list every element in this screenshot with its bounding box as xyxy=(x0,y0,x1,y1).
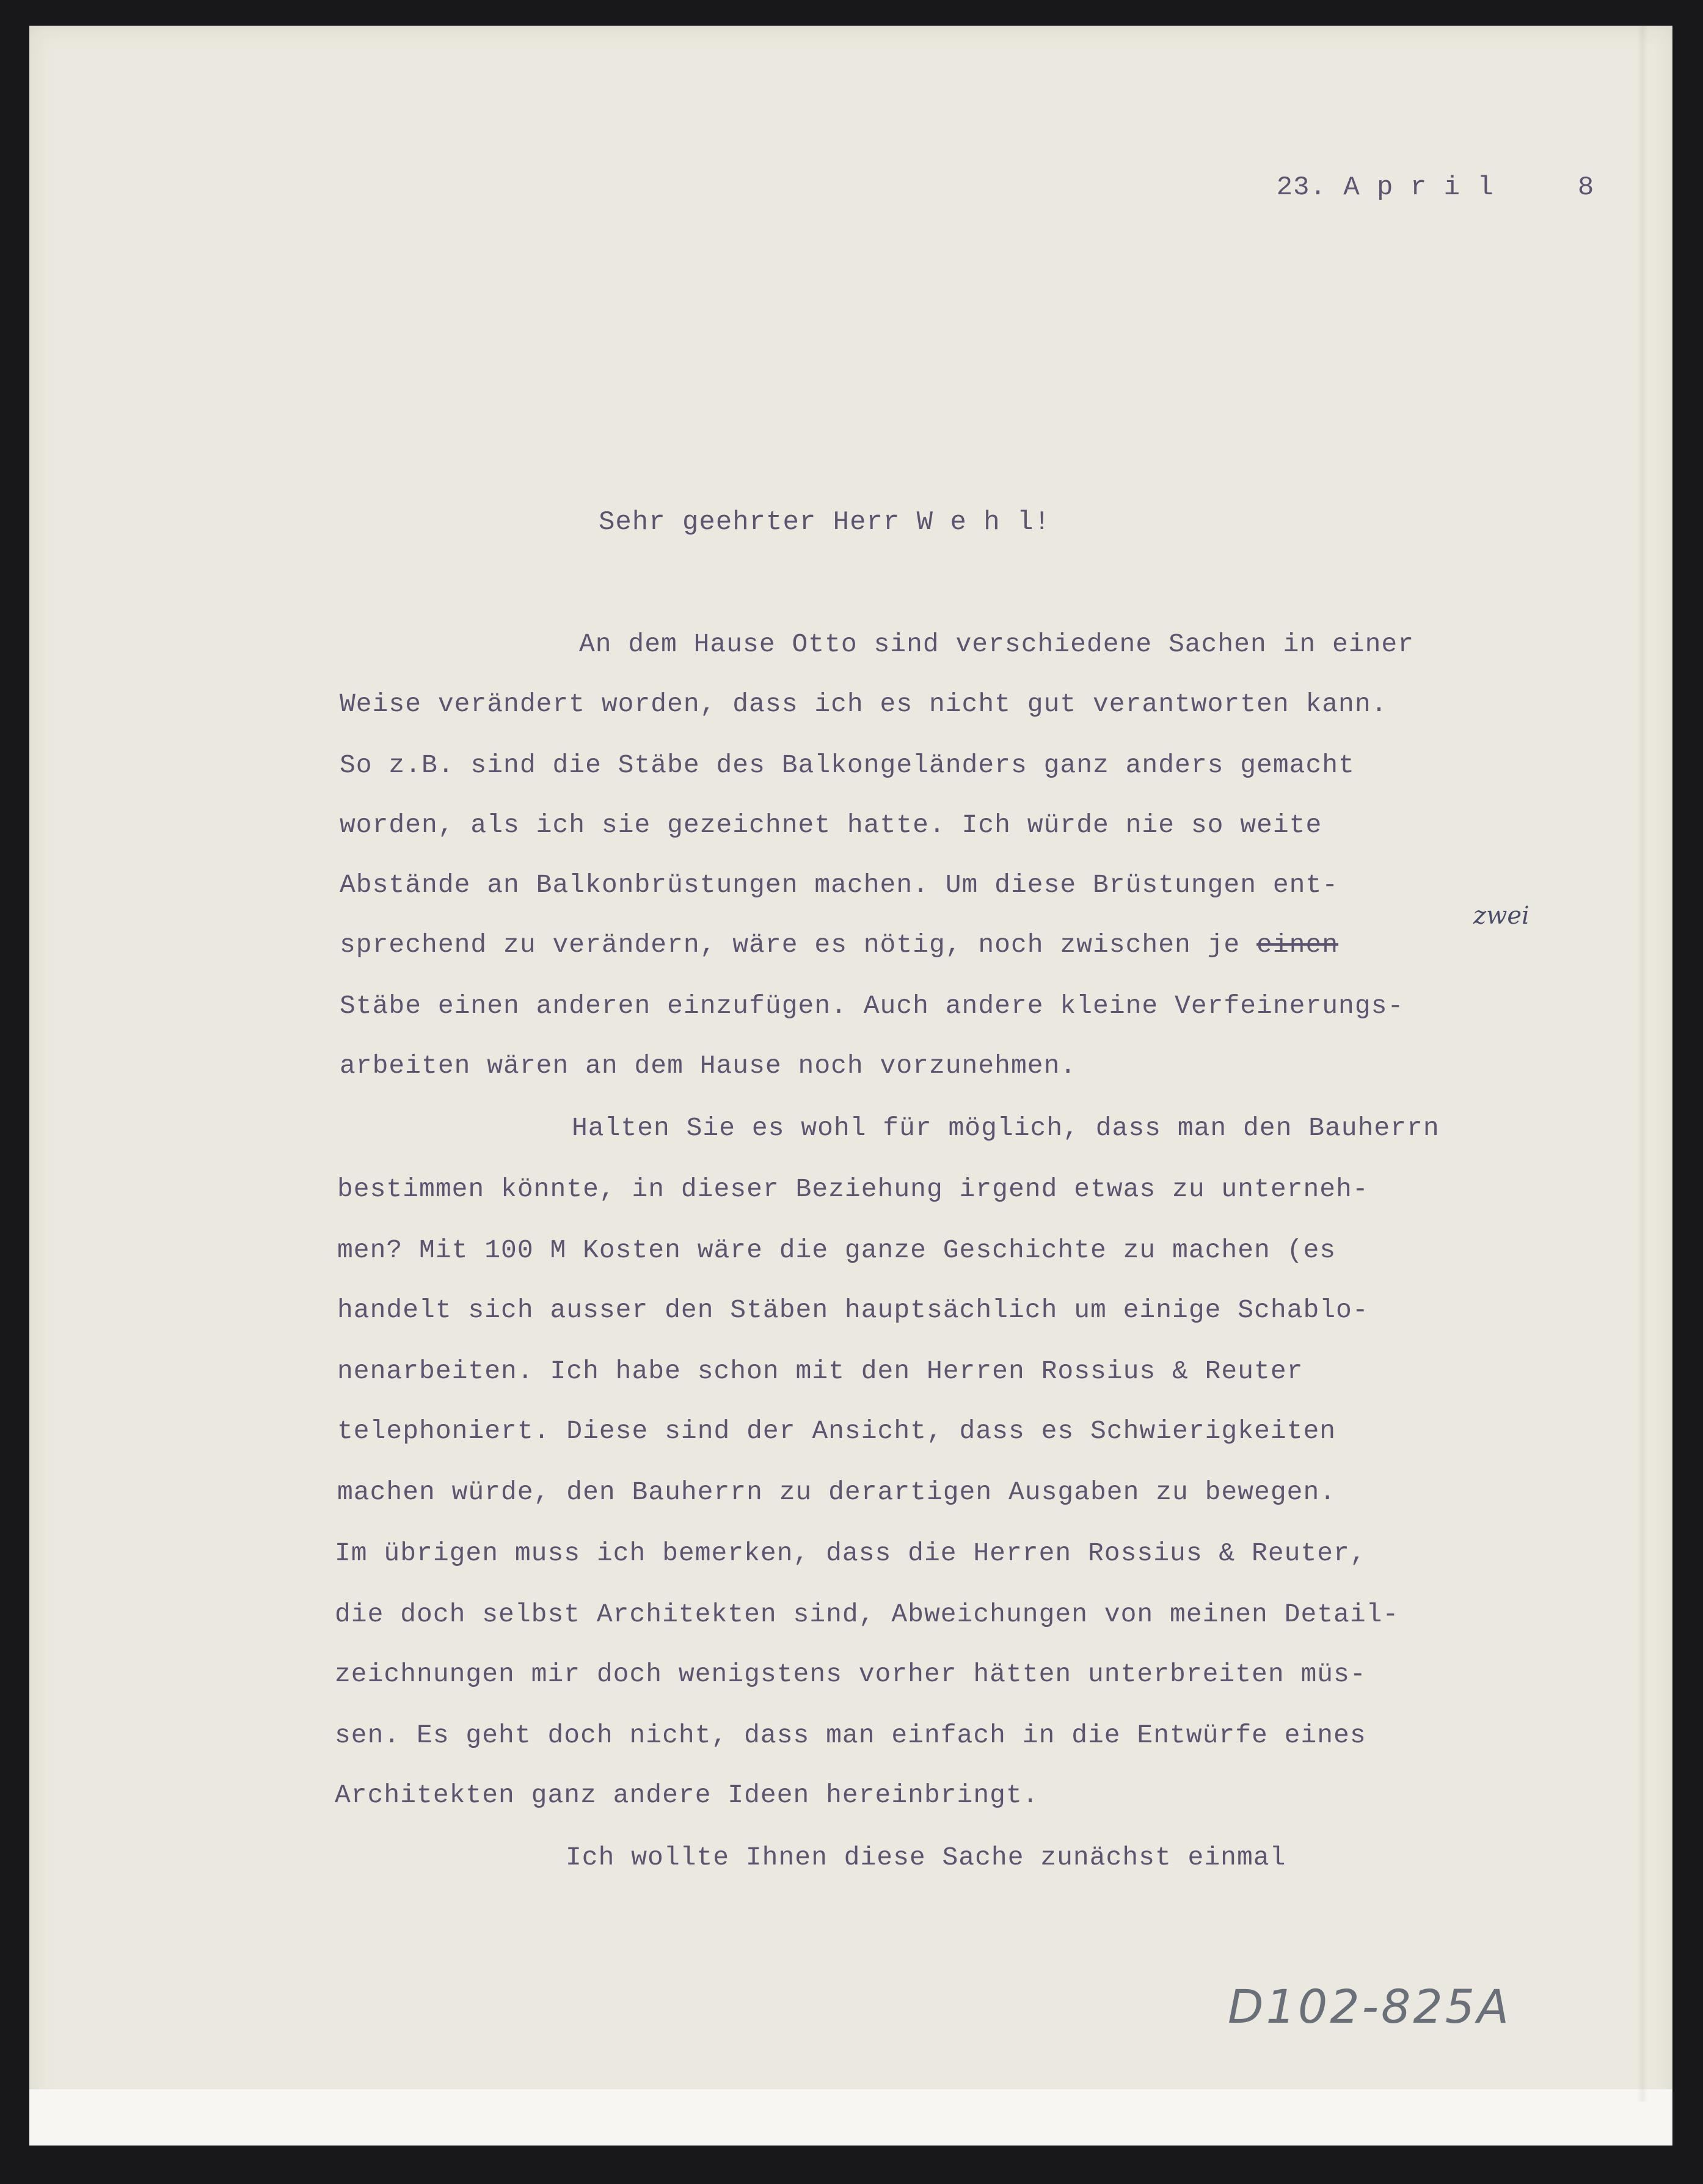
date-line xyxy=(1209,142,1594,233)
body-line-21: Ich wollte Ihnen diese Sache zunächst einmal xyxy=(566,1843,1286,1872)
body-line-4: worden, als ich sie gezeichnet hatte. Ich würde nie so weite xyxy=(340,810,1322,840)
body-line-15: machen würde, den Bauherrn zu derartigen Ausgaben zu bewegen. xyxy=(337,1477,1337,1507)
sheet-bottom-edge xyxy=(29,2089,1672,2146)
body-line-18: zeichnungen mir doch wenigstens vorher hätten unterbreiten müs- xyxy=(335,1659,1366,1689)
body-line-7: Stäbe einen anderen einzufügen. Auch andere kleine Verfeinerungs- xyxy=(340,991,1404,1021)
page-number: 8 xyxy=(1577,172,1595,203)
body-line-9: Halten Sie es wohl für möglich, dass man den Bauherrn xyxy=(572,1113,1440,1143)
body-line-17: die doch selbst Architekten sind, Abweichungen von meinen Detail- xyxy=(335,1599,1399,1629)
salutation: Sehr geehrter Herr W e h l! xyxy=(599,507,1051,538)
letter-sheet xyxy=(29,26,1672,2146)
body-line-8: arbeiten wären an dem Hause noch vorzunehmen. xyxy=(340,1051,1077,1081)
body-line-14: telephoniert. Diese sind der Ansicht, dass es Schwierigkeiten xyxy=(337,1416,1337,1446)
body-line-6-text: sprechend zu verändern, wäre es nötig, noch zwischen je xyxy=(340,930,1241,960)
body-line-10: bestimmen könnte, in dieser Beziehung irgend etwas zu unterneh- xyxy=(337,1174,1369,1204)
body-line-3: So z.B. sind die Stäbe des Balkongeländers ganz anders gemacht xyxy=(340,750,1355,780)
body-line-5: Abstände an Balkonbrüstungen machen. Um diese Brüstungen ent- xyxy=(340,870,1339,900)
body-line-19: sen. Es geht doch nicht, dass man einfach in die Entwürfe eines xyxy=(335,1720,1366,1750)
handwritten-insert: zwei xyxy=(1473,902,1530,930)
body-line-20: Architekten ganz andere Ideen hereinbringt. xyxy=(335,1780,1039,1810)
letter-date: 23. A p r i l xyxy=(1276,172,1494,203)
body-line-1: An dem Hause Otto sind verschiedene Sachen in einer xyxy=(579,629,1415,659)
paper-fold xyxy=(1637,24,1648,2102)
struck-word: einen xyxy=(1256,930,1339,960)
body-line-16: Im übrigen muss ich bemerken, dass die Herren Rossius & Reuter, xyxy=(335,1538,1366,1568)
body-line-13: nenarbeiten. Ich habe schon mit den Herren Rossius & Reuter xyxy=(337,1356,1304,1386)
archive-number: D102-825A xyxy=(1228,1979,1512,2034)
body-line-12: handelt sich ausser den Stäben hauptsächlich um einige Schablo- xyxy=(337,1295,1369,1325)
body-line-2: Weise verändert worden, dass ich es nicht gut verantworten kann. xyxy=(340,689,1388,719)
body-line-11: men? Mit 100 M Kosten wäre die ganze Geschichte zu machen (es xyxy=(337,1235,1337,1265)
body-line-6 xyxy=(340,930,1338,960)
